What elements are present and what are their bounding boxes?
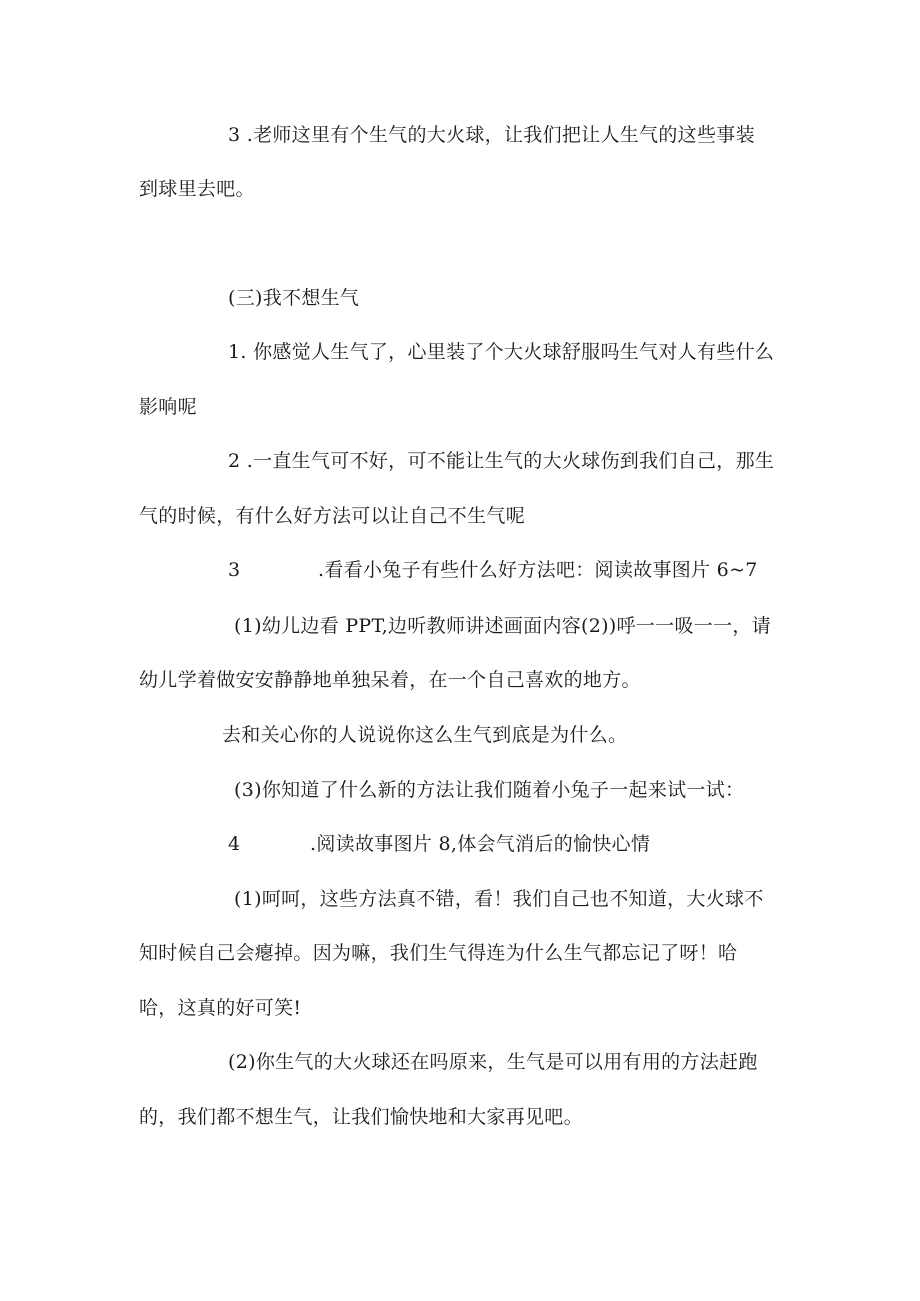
paragraph-line: 幼儿学着做安安静静地单独呆着，在一个自己喜欢的地方。 xyxy=(139,669,641,691)
paragraph-line: .阅读故事图片 8,体会气消后的愉快心情 xyxy=(310,833,651,855)
paragraph-line: 3 .老师这里有个生气的大火球，让我们把让人生气的这些事装 xyxy=(228,124,755,146)
paragraph-line: 2 .一直生气可不好，可不能让生气的大火球伤到我们自己，那生 xyxy=(228,450,775,472)
paragraph-line: 气的时候，有什么好方法可以让自己不生气呢 xyxy=(139,505,526,527)
paragraph-line: 影响呢 xyxy=(139,396,197,418)
paragraph-line: (3)你知道了什么新的方法让我们随着小兔子一起来试一试： xyxy=(234,779,745,801)
list-number: 3 xyxy=(228,559,241,581)
paragraph-line: 去和关心你的人说说你这么生气到底是为什么。 xyxy=(222,724,628,746)
section-heading: (三)我不想生气 xyxy=(228,287,360,309)
paragraph-line: .看看小兔子有些什么好方法吧：阅读故事图片 6~7 xyxy=(318,559,758,581)
paragraph-line: 知时候自己会瘪掉。因为嘛，我们生气得连为什么生气都忘记了呀！哈 xyxy=(139,942,738,964)
paragraph-line: 到球里去吧。 xyxy=(139,178,255,200)
paragraph-line: 的，我们都不想生气，让我们愉快地和大家再见吧。 xyxy=(139,1106,583,1128)
paragraph-line: (2)你生气的大火球还在吗原来，生气是可以用有用的方法赶跑 xyxy=(228,1051,758,1073)
paragraph-line: 哈，这真的好可笑! xyxy=(139,997,302,1019)
paragraph-line: (1)幼儿边看 PPT,边听教师讲述画面内容(2))呼一一吸一一，请 xyxy=(234,615,771,637)
paragraph-line: 1. 你感觉人生气了，心里装了个大火球舒服吗生气对人有些什么 xyxy=(228,341,775,363)
paragraph-line: (1)呵呵，这些方法真不错，看！我们自己也不知道，大火球不 xyxy=(234,888,764,910)
list-number: 4 xyxy=(228,833,241,855)
